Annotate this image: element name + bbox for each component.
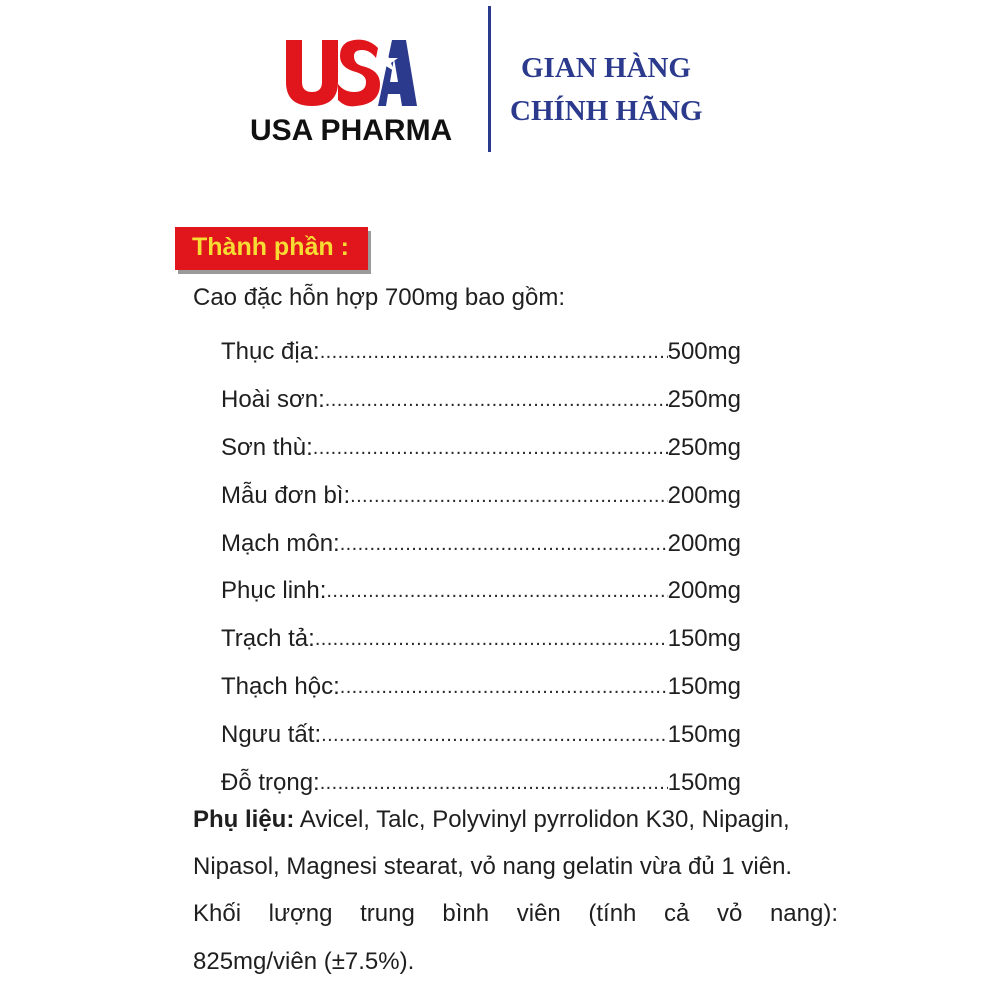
dot-leader (320, 340, 668, 364)
excipients-label: Phụ liệu: (193, 806, 295, 833)
usa-logo-mark (282, 36, 417, 108)
dot-leader (350, 484, 667, 508)
dot-leader (325, 388, 668, 412)
ingredient-name: Mạch môn: (221, 529, 340, 557)
ingredient-name: Mẫu đơn bì: (221, 481, 351, 509)
capsule-weight-line-2: 825mg/viên (±7.5%). (193, 948, 415, 975)
dot-leader (340, 675, 668, 699)
ingredient-amount: 150mg (667, 721, 741, 749)
ingredient-row (221, 711, 741, 759)
ingredients-heading-badge (175, 227, 368, 270)
ingredient-name: Sơn thù: (221, 433, 313, 461)
official-store-line-2: CHÍNH HÃNG (510, 95, 703, 127)
ingredient-row (221, 567, 741, 615)
brand-logo (250, 36, 460, 156)
capsule-weight-line-1: Khối lượng trung bình viên (tính cả vỏ nang): (193, 900, 838, 927)
dot-leader (340, 532, 668, 556)
ingredient-row (221, 472, 741, 520)
ingredient-amount: 200mg (667, 481, 741, 509)
ingredient-amount: 200mg (667, 577, 741, 605)
ingredient-name: Ngưu tất: (221, 721, 322, 749)
ingredient-name: Đỗ trọng: (221, 768, 320, 796)
ingredient-row (221, 376, 741, 424)
ingredient-row (221, 759, 741, 807)
ingredient-list (221, 328, 741, 807)
ingredients-heading: Thành phần : (192, 233, 349, 261)
logo-letter-s (338, 40, 380, 107)
logo-letter-a (378, 40, 417, 106)
header-divider (488, 6, 491, 152)
ingredient-amount: 150mg (667, 768, 741, 796)
ingredient-amount: 200mg (667, 529, 741, 557)
ingredient-amount: 250mg (667, 433, 741, 461)
dot-leader (326, 579, 667, 603)
ingredient-name: Hoài sơn: (221, 385, 325, 413)
dot-leader (313, 436, 668, 460)
dot-leader (320, 771, 668, 795)
dot-leader (321, 723, 667, 747)
official-store-line-1: GIAN HÀNG (521, 52, 691, 84)
ingredient-name: Trạch tả: (221, 625, 315, 653)
brand-name: USA PHARMA (250, 114, 453, 147)
excipients-text-1: Avicel, Talc, Polyvinyl pyrrolidon K30, Nipagin, (294, 806, 790, 833)
logo-letter-u (286, 40, 338, 106)
ingredient-amount: 150mg (667, 673, 741, 701)
ingredient-amount: 500mg (667, 337, 741, 365)
ingredient-amount: 150mg (667, 625, 741, 653)
ingredient-row (221, 328, 741, 376)
ingredient-row (221, 424, 741, 472)
excipients-line-1 (193, 806, 838, 834)
ingredient-row (221, 663, 741, 711)
excipients-line-2: Nipasol, Magnesi stearat, vỏ nang gelatin vừa đủ 1 viên. (193, 853, 793, 880)
ingredient-amount: 250mg (667, 385, 741, 413)
ingredient-name: Thạch hộc: (221, 673, 340, 701)
ingredient-row (221, 520, 741, 568)
extract-intro: Cao đặc hỗn hợp 700mg bao gồm: (193, 284, 565, 311)
dot-leader (315, 627, 668, 651)
ingredient-name: Phục linh: (221, 577, 327, 605)
ingredient-name: Thục địa: (221, 337, 320, 365)
ingredient-row (221, 615, 741, 663)
